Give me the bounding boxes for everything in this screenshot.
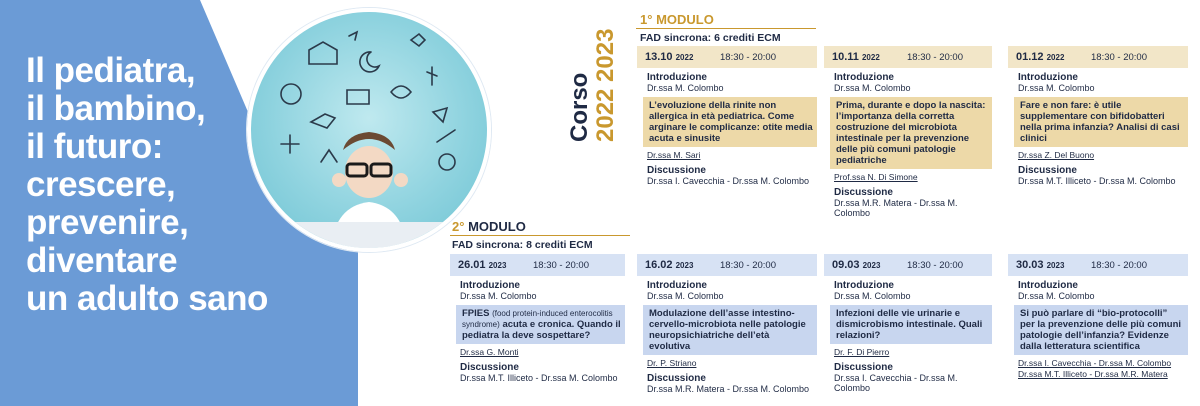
session-topic: Modulazione dell’asse intestino-cervello-microbiota nelle patologie neuropsichiatriche dell’età evolutiva [643,305,817,355]
discussion-speakers: Dr.ssa M.T. Illiceto - Dr.ssa M. Colombo [460,373,618,383]
module-number: 2° [452,219,465,234]
discussion-speakers: Dr.ssa M.R. Matera - Dr.ssa M. Colombo [647,384,810,394]
session-date: 26.01 [458,259,486,271]
session-topic [456,305,625,344]
intro-speaker: Dr.ssa M. Colombo [460,291,537,301]
discussion-heading: Discussione [647,373,706,384]
session-time: 18:30 - 20:00 [907,51,963,63]
session-date-bar [450,254,625,276]
session-time: 18:30 - 20:00 [1091,51,1147,63]
session-card [450,254,625,383]
session-speaker: Dr.ssa M. Sari [647,150,701,160]
headline-line: Il pediatra, [26,51,196,90]
session-year: 2022 [675,53,694,62]
module-word: MODULO [468,219,526,234]
session-date-bar [1008,46,1188,68]
intro-speaker: Dr.ssa M. Colombo [647,83,724,93]
topic-text: acuta e cronica. Quando il pediatra la deve sospettare? [462,319,621,341]
session-speaker: Dr.ssa Z. Del Buono [1018,150,1095,160]
module-1-label [640,12,714,27]
session-year: 2022 [1046,53,1065,62]
session-time: 18:30 - 20:00 [907,259,963,271]
session-date: 10.11 [832,51,859,63]
headline-line: il bambino, [26,89,206,128]
session-topic: L’evoluzione della rinite non allergica in età pediatrica. Come arginare le complicanze: otite media acuta e sinusite [643,97,817,147]
intro-heading: Introduzione [1018,280,1078,291]
session-speaker: Prof.ssa N. Di Simone [834,172,918,182]
session-time: 18:30 - 20:00 [1091,259,1147,271]
discussion-heading: Discussione [1018,165,1077,176]
session-card [824,46,992,218]
session-date: 16.02 [645,259,673,271]
module-word: MODULO [656,12,714,27]
module-2-underline [450,235,630,236]
session-year: 2022 [861,53,880,62]
discussion-speakers: Dr.ssa M.R. Matera - Dr.ssa M. Colombo [834,198,958,218]
intro-heading: Introduzione [1018,72,1078,83]
module-2-credits: FAD sincrona: 8 crediti ECM [452,239,593,251]
module-1-underline [636,28,816,29]
session-time: 18:30 - 20:00 [720,259,776,271]
session-time: 18:30 - 20:00 [720,51,776,63]
session-speaker: Dr. P. Striano [647,358,697,368]
session-topic: Infezioni delle vie urinarie e dismicrobismo intestinale. Quali relazioni? [830,305,992,344]
baby-illustration-image [247,8,491,252]
session-topic: Fare e non fare: è utile supplementare con bifidobatteri nella prima infanzia? Analisi di casi clinici [1014,97,1188,147]
discussion-speakers: Dr.ssa M.T. Illiceto - Dr.ssa M.R. Matera [1018,369,1168,379]
topic-acronym-expansion: (food protein-induced enterocolitis syndrome) [462,309,613,329]
topic-acronym: FPIES [462,308,490,319]
intro-speaker: Dr.ssa M. Colombo [834,83,911,93]
session-card [637,254,817,394]
discussion-speakers: Dr.ssa I. Cavecchia - Dr.ssa M. Colombo [647,176,810,186]
session-date-bar [637,254,817,276]
session-card [1008,46,1188,186]
session-date-bar [824,254,992,276]
discussion-speakers: Dr.ssa I. Cavecchia - Dr.ssa M. Colombo [834,373,958,393]
session-date: 30.03 [1016,259,1044,271]
module-number: 1° [640,12,653,27]
discussion-heading: Discussione [460,362,519,373]
session-time: 18:30 - 20:00 [533,259,589,271]
session-speaker: Dr. F. Di Pierro [834,347,890,357]
headline-line: prevenire, [26,203,189,242]
intro-heading: Introduzione [647,280,707,291]
session-card [637,46,817,186]
headline-line: il futuro: [26,127,163,166]
discussion-speakers: Dr.ssa I. Cavecchia - Dr.ssa M. Colombo [1018,358,1172,368]
module-1-credits: FAD sincrona: 6 crediti ECM [640,32,781,44]
session-date: 09.03 [832,259,860,271]
session-date-bar [1008,254,1188,276]
intro-heading: Introduzione [834,280,894,291]
discussion-speakers: Dr.ssa M.T. Illiceto - Dr.ssa M. Colombo [1018,176,1176,186]
session-year: 2023 [862,261,881,270]
discussion-heading: Discussione [647,165,706,176]
session-date: 01.12 [1016,51,1044,63]
course-word: Corso [566,72,593,142]
intro-speaker: Dr.ssa M. Colombo [1018,83,1095,93]
session-year: 2023 [1046,261,1065,270]
intro-heading: Introduzione [460,280,520,291]
session-topic: Prima, durante e dopo la nascita: l’importanza della corretta costruzione del microbiota intestinale per la prevenzione delle più comuni patologie pediatriche [830,97,992,169]
discussion-heading: Discussione [834,362,893,373]
session-date-bar [824,46,992,68]
intro-heading: Introduzione [834,72,894,83]
session-year: 2023 [675,261,694,270]
course-label [567,12,627,142]
intro-heading: Introduzione [647,72,707,83]
session-date: 13.10 [645,51,673,63]
session-date-bar [637,46,817,68]
discussion-heading: Discussione [834,187,893,198]
session-card [824,254,992,393]
headline-line: diventare [26,241,178,280]
session-topic: Si può parlare di “bio-protocolli” per la prevenzione delle più comuni patologie dell’infanzia? Evidenze dalla letteratura scientifica [1014,305,1188,355]
course-years: 2022 2023 [592,28,619,142]
module-2-label [452,219,526,234]
intro-speaker: Dr.ssa M. Colombo [647,291,724,301]
headline-line: crescere, [26,165,176,204]
session-year: 2023 [488,261,507,270]
intro-speaker: Dr.ssa M. Colombo [1018,291,1095,301]
intro-speaker: Dr.ssa M. Colombo [834,291,911,301]
session-card [1008,254,1188,379]
session-speaker: Dr.ssa G. Monti [460,347,519,357]
headline-line: un adulto sano [26,279,268,318]
